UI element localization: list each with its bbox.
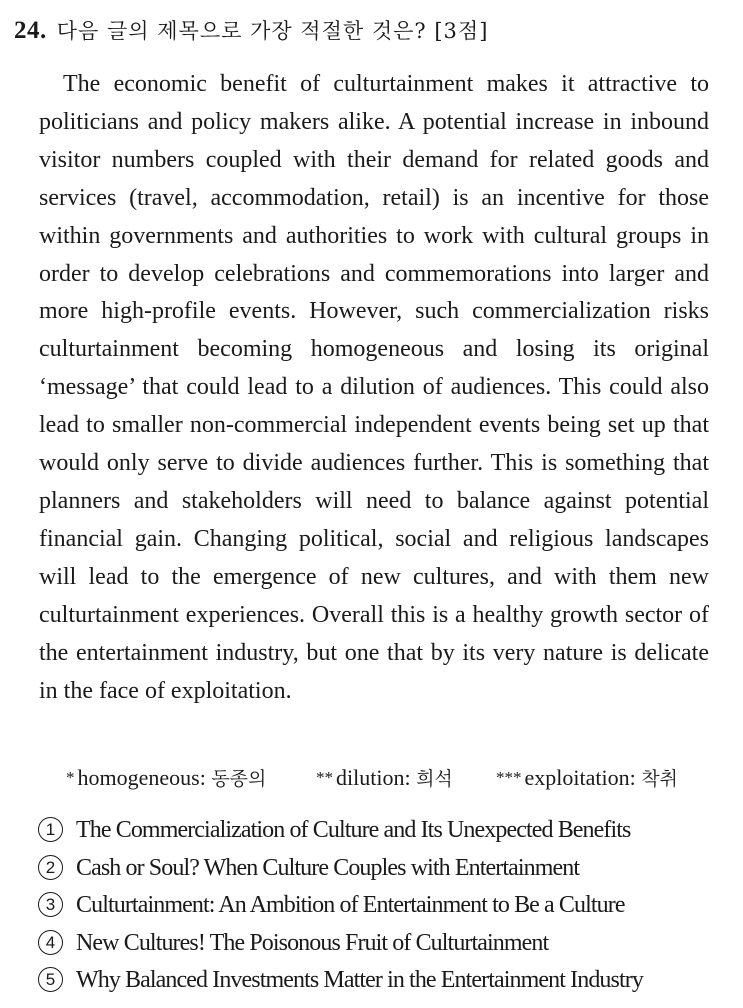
answer-option-4[interactable]: [38, 925, 728, 963]
glossary: [66, 760, 711, 796]
answer-option-2[interactable]: [38, 850, 728, 888]
glossary-meaning: 동종의: [211, 768, 267, 790]
option-number-badge: 1: [38, 817, 63, 842]
glossary-entry-dilution: [316, 760, 453, 797]
option-number-badge: 5: [38, 967, 63, 992]
option-number-badge: 4: [38, 930, 63, 955]
glossary-term: dilution:: [336, 765, 411, 790]
option-text: Culturtainment: An Ambition of Entertainment to Be a Culture: [76, 892, 625, 919]
footnote-marker: *: [66, 768, 75, 787]
answer-option-1[interactable]: [38, 812, 728, 850]
answer-option-3[interactable]: [38, 887, 728, 925]
option-text: The Commercialization of Culture and Its Unexpected Benefits: [76, 817, 631, 843]
glossary-entry-exploitation: [496, 760, 678, 797]
reading-passage: The economic benefit of culturtainment makes it attractive to politicians and policy makers alike. A potential increase in inbound visitor numbers coupled with their demand for related goods and services (travel, accommodation, retail) is an incentive for those within governments and authorities to work with cultural groups in order to develop celebrations and commemorations into larger and more high-profile events. However, such commercialization risks culturtainment becoming homogeneous and losing its original ‘message’ that could lead to a dilution of audiences. This could also lead to smaller non-commercial independent events being set up that would only serve to divide audiences further. This is something that planners and stakeholders will need to balance against potential financial gain. Changing political, social and religious landscapes will lead to the emergence of new cultures, and with them new culturtainment experiences. Overall this is a healthy growth sector of the entertainment industry, but one that by its very nature is delicate in the face of exploitation.: [39, 71, 709, 704]
question-prompt: 다음 글의 제목으로 가장 적절한 것은? [3점]: [56, 19, 489, 43]
option-text: Cash or Soul? When Culture Couples with Entertainment: [76, 854, 580, 881]
glossary-entry-homogeneous: [66, 760, 266, 797]
answer-options: [38, 812, 728, 1000]
footnote-marker: **: [316, 768, 333, 787]
option-text: New Cultures! The Poisonous Fruit of Culturtainment: [76, 929, 549, 956]
footnote-marker: ***: [496, 768, 522, 787]
option-text: Why Balanced Investments Matter in the Entertainment Industry: [76, 967, 643, 994]
option-number-badge: 2: [38, 855, 63, 880]
glossary-term: exploitation:: [524, 765, 636, 790]
glossary-meaning: 착취: [641, 768, 678, 790]
option-number-badge: 3: [38, 892, 63, 917]
glossary-term: homogeneous:: [77, 765, 206, 790]
question-header: [14, 14, 488, 48]
answer-option-5[interactable]: [38, 962, 728, 1000]
question-number: 24.: [14, 17, 47, 44]
glossary-meaning: 희석: [416, 768, 453, 790]
